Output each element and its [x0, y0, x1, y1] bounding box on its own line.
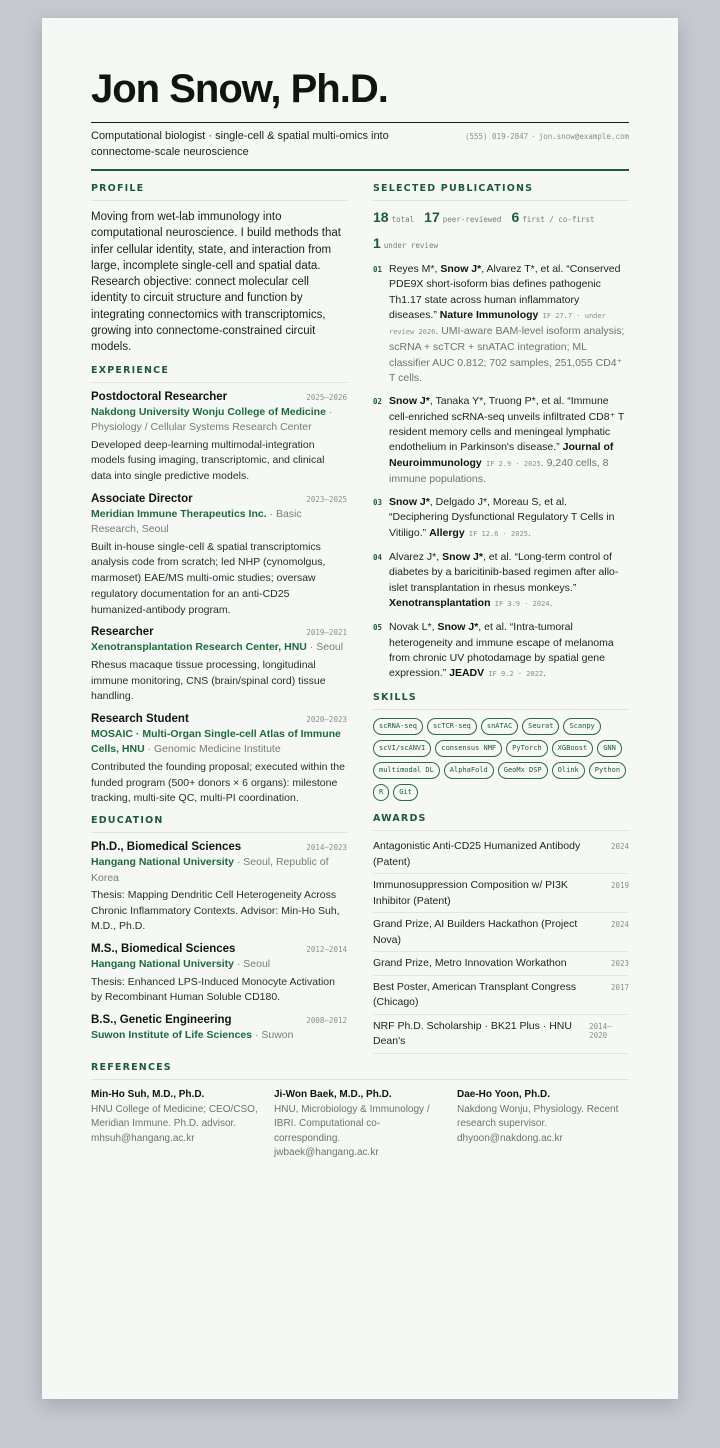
references-list: [91, 1088, 629, 1161]
publication-number: 04: [373, 553, 383, 563]
references-section: [91, 1062, 629, 1161]
publication-item: [373, 620, 629, 682]
journal-name: Nature Immunology: [439, 308, 539, 321]
award-year: 2017: [610, 982, 629, 992]
job-description: Contributed the founding proposal; executed within the funded program (500+ donors × 6 organs): milestone tracking, multi-site QC, multi-PI coordination.: [91, 760, 345, 805]
date-range: 2019–2021: [306, 628, 347, 638]
organization-detail: · Physiology / Cellular Systems Research Center: [91, 405, 333, 434]
main-columns: [91, 183, 629, 1054]
publication-item: [373, 495, 629, 542]
impact-factor: IF 3.9 · 2024: [490, 599, 550, 608]
contact-info: [465, 129, 629, 168]
award-name: Antagonistic Anti-CD25 Humanized Antibody (Patent): [373, 840, 581, 868]
institution: [91, 1028, 347, 1044]
reference-email[interactable]: dhyoon@nakdong.ac.kr: [457, 1132, 563, 1144]
experience-entry: [91, 493, 347, 619]
awards-heading: AWARDS: [373, 813, 629, 831]
award-name: Best Poster, American Transplant Congress (Chicago): [373, 980, 577, 1009]
job-description: Developed deep-learning multimodal-integration models fusing imaging, transcriptomic, and clinical data into single predictive models.: [91, 438, 325, 483]
reference-name: Ji-Won Baek, M.D., Ph.D.: [274, 1088, 392, 1100]
experience-list: [91, 391, 347, 807]
publication-item: [373, 262, 629, 386]
skill-chip: Scanpy: [563, 718, 600, 735]
skill-chip: PyTorch: [506, 740, 548, 757]
date-range: 2012–2014: [306, 945, 347, 955]
award-year: 2019: [610, 881, 629, 891]
job-description: Rhesus macaque tissue processing, longitudinal immune monitoring, CNS (brain/spinal cord) tissue handling.: [91, 658, 326, 703]
publication-citation: [389, 495, 629, 542]
stat-value: 17: [424, 209, 440, 225]
experience-heading: EXPERIENCE: [91, 365, 347, 383]
resume-page: [42, 18, 678, 1399]
stat-label: first / co-first: [522, 215, 595, 224]
skill-chip: scTCR-seq: [427, 718, 477, 735]
impact-factor: IF 9.2 · 2022: [484, 670, 544, 679]
reference-item: [457, 1088, 629, 1161]
header-row: [91, 123, 629, 168]
reference-description: HNU, Microbiology & Immunology / IBRI. Computational co-corresponding.: [274, 1103, 430, 1144]
publication-list: [373, 262, 629, 682]
publication-note: . UMI-aware BAM-level isoform analysis; scRNA + scTCR + snATAC integration; ML classifier AUC 0.812; 702 samples, 251,055 CD4⁺ T cells.: [389, 325, 625, 385]
entry-header: [91, 626, 347, 638]
experience-entry: [91, 391, 347, 485]
institution-name: Hangang National University: [91, 856, 234, 869]
publication-stat: [373, 235, 438, 253]
reference-name: Dae-Ho Yoon, Ph.D.: [457, 1088, 550, 1100]
award-item: [373, 976, 629, 1015]
reference-item: [91, 1088, 263, 1161]
job-description: Built in-house single-cell & spatial transcriptomics analysis code from scratch; led NHP (cynomolgus, marmoset) EAE/MS multi-omic studies; oversaw regulatory documentation for an anti-CD25 humanized-antibody program.: [91, 540, 326, 616]
right-column: [373, 183, 629, 1054]
skill-chip: Seurat: [522, 718, 559, 735]
authors-before: Alvarez J*,: [389, 551, 443, 564]
award-year: 2014–2020: [589, 1021, 612, 1040]
tagline: Computational biologist · single-cell & spatial multi-omics into connectome-scale neuroscience: [91, 130, 389, 158]
organization: [91, 405, 347, 436]
publication-stats: [373, 209, 629, 253]
award-item: [373, 952, 629, 976]
date-range: 2023–2025: [306, 494, 347, 504]
organization-name: Xenotransplantation Research Center, HNU: [91, 641, 307, 654]
education-list: [91, 841, 347, 1044]
organization: [91, 507, 347, 538]
publication-citation: [389, 262, 629, 386]
citation-text: , Delgado J*, Moreau S, et al. “Deciphering Dysfunctional Regulatory T Cells in Vitiligo.”: [389, 496, 615, 539]
education-heading: EDUCATION: [91, 815, 347, 833]
skill-chip: snATAC: [481, 718, 518, 735]
stat-label: total: [391, 215, 415, 224]
date-range: 2014–2023: [306, 843, 347, 853]
date-range: 2020–2023: [306, 714, 347, 724]
institution-detail: · Seoul, Republic of Korea: [91, 856, 329, 884]
stat-value: 1: [373, 235, 381, 251]
organization-detail: · Genomic Medicine Institute: [144, 743, 281, 756]
reference-description: HNU College of Medicine; CEO/CSO, Meridian Immune. Ph.D. advisor.: [91, 1103, 258, 1130]
entry-header: [91, 1014, 347, 1026]
skills-list: [373, 718, 629, 801]
award-name: NRF Ph.D. Scholarship · BK21 Plus · HNU Dean's: [373, 1019, 572, 1048]
publication-number: 02: [373, 397, 383, 407]
profile-heading: PROFILE: [91, 183, 347, 201]
journal-name: JEADV: [449, 667, 485, 680]
award-year: 2023: [610, 959, 629, 969]
authors-before: Reyes M*,: [389, 263, 441, 275]
skill-chip: XGBoost: [552, 740, 594, 757]
skill-chip: GeoMx DSP: [498, 762, 548, 779]
publication-citation: [389, 620, 629, 682]
publication-item: [373, 550, 629, 612]
award-item: [373, 835, 629, 874]
institution: [91, 957, 347, 973]
awards-list: [373, 835, 629, 1054]
publication-number: 05: [373, 623, 383, 633]
award-name: Immunosuppression Composition w/ PI3K Inhibitor (Patent): [373, 879, 568, 907]
publication-note: .: [543, 667, 547, 680]
skill-chip: GNN: [597, 740, 622, 757]
publication-stat: [511, 209, 594, 227]
contact-separator: ·: [531, 132, 536, 141]
institution-detail: · Suwon: [252, 1029, 294, 1042]
job-title: Researcher: [91, 626, 154, 639]
journal-name: Allergy: [429, 526, 465, 539]
award-item: [373, 913, 629, 952]
stat-value: 6: [511, 209, 520, 225]
degree-title: Ph.D., Biomedical Sciences: [91, 841, 242, 854]
author-highlight: Snow J*: [389, 395, 430, 408]
reference-description: Nakdong Wonju, Physiology. Recent research supervisor.: [457, 1103, 619, 1130]
award-name: Grand Prize, AI Builders Hackathon (Project Nova): [373, 918, 578, 946]
experience-entry: [91, 713, 347, 807]
thesis-description: Thesis: Enhanced LPS-Induced Monocyte Activation by Recombinant Human Soluble CD180.: [91, 975, 335, 1004]
education-entry: [91, 1014, 347, 1044]
page-title: Jon Snow, Ph.D.: [91, 67, 388, 111]
reference-name: Min-Ho Suh, M.D., Ph.D.: [91, 1088, 205, 1100]
skill-chip: Python: [589, 762, 626, 779]
stat-label: under review: [383, 241, 438, 250]
publication-note: . 9,240 cells, 8 immune populations.: [389, 456, 609, 485]
skill-chip: R: [373, 784, 389, 801]
award-name: Grand Prize, Metro Innovation Workathon: [373, 957, 567, 970]
phone-number: (555) 019-2847: [464, 132, 529, 141]
author-highlight: Snow J*: [437, 621, 479, 634]
author-highlight: Snow J*: [442, 551, 483, 564]
entry-header: [91, 713, 347, 725]
award-item: [373, 1015, 629, 1054]
institution-detail: · Seoul: [233, 958, 271, 971]
job-title: Postdoctoral Researcher: [91, 390, 228, 403]
award-year: 2024: [610, 842, 629, 852]
reference-email[interactable]: mhsuh@hangang.ac.kr: [91, 1132, 195, 1144]
references-heading: REFERENCES: [91, 1062, 629, 1080]
publication-note: .: [527, 526, 531, 539]
entry-header: [91, 841, 347, 853]
publication-citation: [389, 550, 629, 612]
entry-header: [91, 493, 347, 505]
email-link[interactable]: jon.snow@example.com: [538, 132, 629, 141]
skill-chip: Olink: [552, 762, 585, 779]
organization-detail: · Seoul: [306, 641, 344, 654]
publication-stat: [424, 209, 501, 227]
organization-name: Meridian Immune Therapeutics Inc.: [91, 507, 267, 520]
institution-name: Suwon Institute of Life Sciences: [91, 1029, 253, 1042]
publication-item: [373, 394, 629, 487]
left-column: [91, 183, 347, 1054]
organization-name: Nakdong University Wonju College of Medicine: [91, 405, 326, 418]
job-title: Research Student: [91, 712, 189, 725]
stat-value: 18: [373, 209, 389, 225]
citation-text: , et al. “Intra-tumoral heterogeneity and immune escape of melanoma from chronic UV photodamage by spatial gene expression.”: [389, 621, 614, 680]
publication-citation: [389, 394, 629, 487]
organization: [91, 640, 347, 656]
publication-number: 03: [373, 498, 383, 508]
institution-name: Hangang National University: [91, 958, 234, 971]
author-highlight: Snow J*: [389, 496, 430, 509]
journal-name: Journal of Neuroimmunology: [389, 441, 614, 469]
publications-heading: SELECTED PUBLICATIONS: [373, 183, 629, 201]
publication-stat: [373, 209, 414, 227]
impact-factor: IF 27.7 · under review 2026: [389, 311, 606, 337]
skill-chip: multimodal DL: [373, 762, 440, 779]
job-title: Associate Director: [91, 492, 193, 505]
stat-label: peer-reviewed: [442, 215, 502, 224]
publication-note: .: [549, 596, 553, 609]
thesis-description: Thesis: Mapping Dendritic Cell Heterogeneity Across Chronic Inflammatory Contexts. Advisor: Min-Ho Suh, M.D., Ph.D.: [91, 889, 340, 933]
skill-chip: Git: [393, 784, 418, 801]
header-accent-rule: [91, 169, 629, 171]
organization-detail: · Basic Research, Seoul: [91, 507, 302, 536]
skill-chip: scVI/scANVI: [373, 740, 431, 757]
organization: [91, 727, 347, 758]
skill-chip: scRNA-seq: [373, 718, 423, 735]
education-entry: [91, 943, 347, 1006]
institution: [91, 855, 347, 886]
degree-title: B.S., Genetic Engineering: [91, 1014, 232, 1027]
award-year: 2024: [610, 920, 629, 930]
award-item: [373, 874, 629, 913]
author-highlight: Snow J*: [440, 263, 482, 275]
citation-text: , Alvarez T*, et al. “Conserved PDE9X short-isoform bias defines pathogenic Th1.17 state across human inflammatory diseases.”: [389, 263, 621, 321]
reference-item: [274, 1088, 446, 1161]
organization-name: MOSAIC · Multi-Organ Single-cell Atlas of Immune Cells, HNU: [91, 727, 341, 756]
publication-number: 01: [373, 265, 383, 274]
experience-entry: [91, 626, 347, 705]
citation-text: , et al. “Long-term control of diabetes by a baricitinib-based regimen after allo-islet transplantation in rhesus monkeys.”: [389, 551, 619, 594]
entry-header: [91, 391, 347, 403]
impact-factor: IF 12.6 · 2025: [464, 529, 528, 538]
skills-heading: SKILLS: [373, 692, 629, 710]
authors-before: Novak L*,: [389, 621, 438, 634]
degree-title: M.S., Biomedical Sciences: [91, 943, 236, 956]
impact-factor: IF 2.9 · 2025: [481, 459, 541, 468]
skill-chip: AlphaFold: [444, 762, 494, 779]
education-entry: [91, 841, 347, 935]
reference-email[interactable]: jwbaek@hangang.ac.kr: [274, 1147, 379, 1159]
entry-header: [91, 943, 347, 955]
date-range: 2025–2026: [306, 392, 347, 402]
date-range: 2008–2012: [306, 1016, 347, 1026]
skill-chip: consensus NMF: [435, 740, 502, 757]
profile-text: Moving from wet-lab immunology into computational neuroscience. I build methods that infer cellular identity, state, and interaction from large, incomplete single-cell and spatial data. Research objective: connect molecular cell identity to circuit structure and function by integrating connectomics with transcriptomics, growing into connectome-constrained circuit models.: [91, 211, 341, 354]
citation-text: , Tanaka Y*, Truong P*, et al. “Immune cell-enriched scRNA-seq unveils infiltrated CD8⁺ T resident memory cells and meningeal lymphatic endothelium in Parkinson's disease.”: [389, 395, 625, 454]
journal-name: Xenotransplantation: [389, 596, 491, 609]
